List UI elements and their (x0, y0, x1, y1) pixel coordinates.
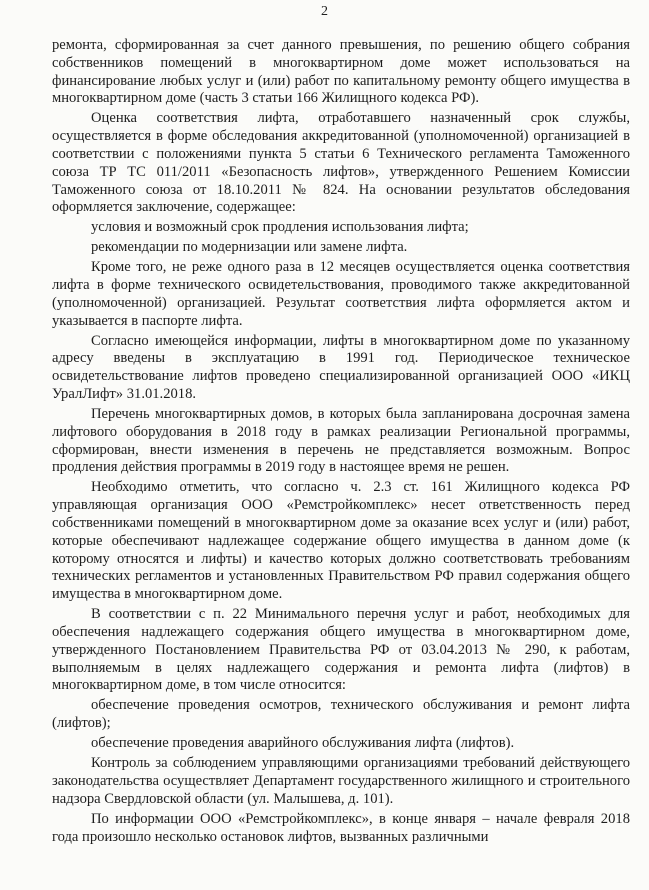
list-item-modernization-recommendations: рекомендации по модернизации или замене лифта. (91, 239, 408, 256)
paragraph-lift-stoppages: По информации ООО «Ремстройкомплекс», в конце января – начале февраля 2018 года произошло несколько остановок лифтов, вызванных различными (52, 810, 630, 845)
paragraph-management-responsibility: Необходимо отметить, что согласно ч. 2.3 ст. 161 Жилищного кодекса РФ управляющая организация ООО «Ремстройкомплекс» несет ответственность перед собственниками помещений в многоквартирном доме за оказание всех услуг и (или) работ, которые обеспечивают надлежащее содержание общего имущества в данном доме (к которому относятся и лифты) и качество которых должно соответствовать требованиям технических регламентов и установленных Правительством РФ правил содержания общего имущества в многоквартирном доме. (52, 479, 630, 603)
list-item-extension-conditions: условия и возможный срок продления использования лифта; (91, 219, 469, 236)
paragraph-minimum-list: В соответствии с п. 22 Минимального перечня услуг и работ, необходимых для обеспечения надлежащего содержания общего имущества в многоквартирном доме, утвержденного Постановлением Правительства РФ от 03.04.2013 № 290, к работам, выполняемым в целях надлежащего содержания и ремонта лифта (лифтов) в многоквартирном доме, в том числе относится: (52, 606, 630, 694)
page-number: 2 (321, 4, 328, 19)
list-item-emergency-service: обеспечение проведения аварийного обслуживания лифта (лифтов). (91, 735, 515, 752)
document-body (52, 37, 630, 849)
paragraph-technical-inspection: Кроме того, не реже одного раза в 12 месяцев осуществляется оценка соответствия лифта в форме технического освидетельствования, проводимого также аккредитованной (уполномоченной) организацией. Результат соответствия лифта оформляется актом и указывается в паспорте лифта. (52, 259, 630, 329)
paragraph-commissioning-info: Согласно имеющейся информации, лифты в многоквартирном доме по указанному адресу введены в эксплуатацию в 1991 год. Периодическое техническое освидетельствование лифтов проведено специализированной организацией ООО «ИКЦ УралЛифт» 31.01.2018. (52, 332, 630, 403)
paragraph-lift-assessment: Оценка соответствия лифта, отработавшего назначенный срок службы, осуществляется в форме обследования аккредитованной (уполномоченной) организацией в соответствии с положениями пункта 5 статьи 6 Технического регламента Таможенного союза ТР ТС 011/2011 «Безопасность лифтов», утвержденного Решением Комиссии Таможенного союза от 18.10.2011 № 824. На основании результатов обследования оформляется заключение, содержащее: (52, 110, 630, 216)
list-item-inspections-maintenance: обеспечение проведения осмотров, технического обслуживания и ремонт лифта (лифтов); (52, 697, 630, 732)
paragraph-supervision-department: Контроль за соблюдением управляющими организациями требований действующего законодательства осуществляет Департамент государственного жилищного и строительного надзора Свердловской области (ул. Малышева, д. 101). (52, 755, 630, 807)
paragraph-continuation: ремонта, сформированная за счет данного превышения, по решению общего собрания собственников помещений в многоквартирном доме может использоваться на финансирование любых услуг и (или) работ по капитальному ремонту общего имущества в многоквартирном доме (часть 3 статьи 166 Жилищного кодекса РФ). (52, 37, 630, 107)
paragraph-replacement-program: Перечень многоквартирных домов, в которых была запланирована досрочная замена лифтового оборудования в 2018 году в рамках реализации Региональной программы, сформирован, внести изменения в перечень не представляется возможным. Вопрос продления действия программы в 2019 году в настоящее время не решен. (52, 406, 630, 476)
